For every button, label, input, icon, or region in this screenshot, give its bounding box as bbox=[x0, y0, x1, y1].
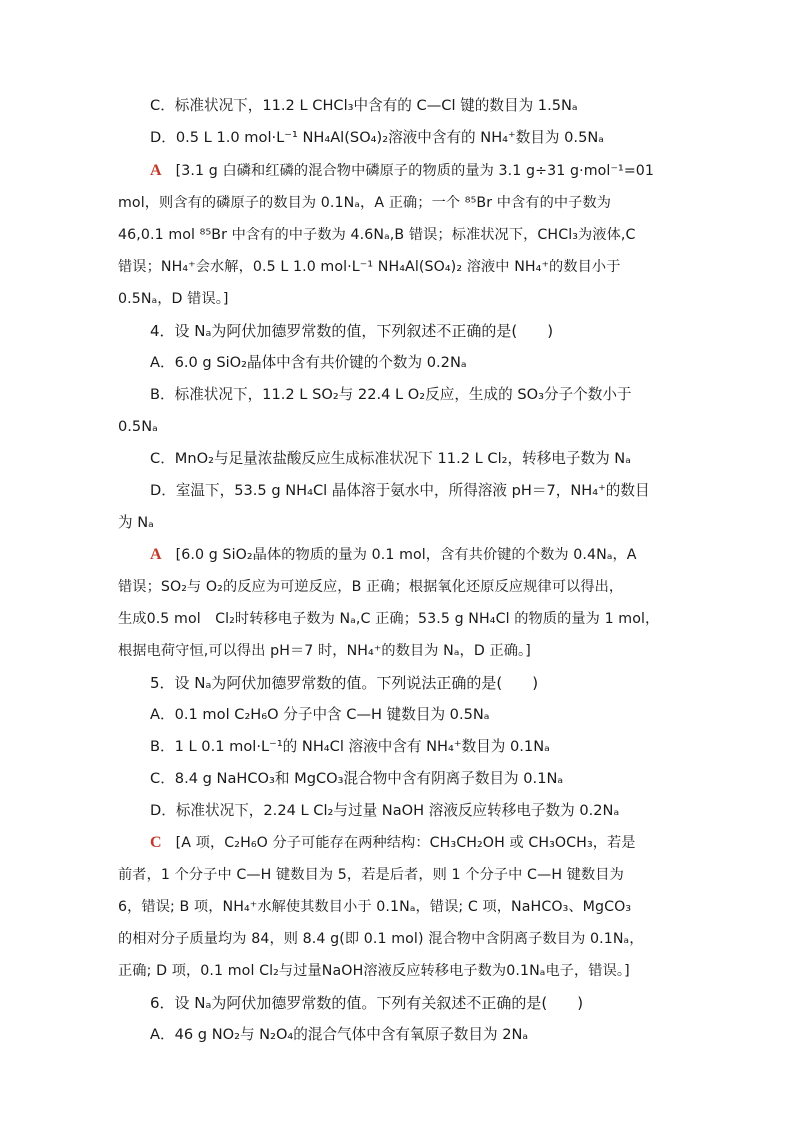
text-line bbox=[150, 321, 553, 341]
line-text: 0.5Nₐ，D 错误。] bbox=[118, 291, 229, 307]
line-text: mol，则含有的磷原子的数目为 0.1Nₐ，A 正确；一个 ⁸⁵Br 中含有的中子数为 bbox=[118, 195, 612, 211]
line-text: B．标准状况下，11.2 L SO₂与 22.4 L O₂反应，生成的 SO₃分子个数小于 bbox=[150, 386, 632, 403]
line-text: 6，错误; B 项，NH₄⁺水解使其数目小于 0.1Nₐ，错误; C 项，NaHCO₃、MgCO₃ bbox=[118, 899, 632, 915]
text-line bbox=[118, 289, 229, 309]
line-text: 46,0.1 mol ⁸⁵Br 中含有的中子数为 4.6Nₐ,B 错误；标准状况下，CHCl₃为液体,C bbox=[118, 227, 636, 243]
text-line bbox=[150, 801, 619, 821]
text-line bbox=[118, 513, 154, 533]
text-line bbox=[150, 96, 578, 116]
text-line bbox=[150, 737, 550, 757]
text-line bbox=[150, 705, 490, 725]
line-text: C．MnO₂与足量浓盐酸反应生成标准状况下 11.2 L Cl₂，转移电子数为 Nₐ bbox=[150, 450, 631, 467]
text-line bbox=[118, 929, 644, 949]
text-line bbox=[118, 417, 158, 437]
text-line bbox=[150, 993, 583, 1013]
text-line bbox=[150, 673, 538, 693]
text-line bbox=[118, 257, 620, 277]
text-line bbox=[118, 609, 659, 629]
line-text: 的相对分子质量均为 84，则 8.4 g(即 0.1 mol) 混合物中含阴离子数目为 0.1Nₐ， bbox=[118, 931, 644, 947]
line-text: D．0.5 L 1.0 mol·L⁻¹ NH₄Al(SO₄)₂溶液中含有的 NH₄⁺数目为 0.5Nₐ bbox=[150, 129, 604, 146]
text-line bbox=[150, 545, 637, 565]
line-text: 正确; D 项，0.1 mol Cl₂与过量NaOH溶液反应转移电子数为0.1Nₐ电子，错误。] bbox=[118, 963, 630, 979]
text-line bbox=[118, 193, 611, 213]
line-text: A．0.1 mol C₂H₆O 分子中含 C—H 键数目为 0.5Nₐ bbox=[150, 706, 490, 723]
line-text: B．1 L 0.1 mol·L⁻¹的 NH₄Cl 溶液中含有 NH₄⁺数目为 0.1Nₐ bbox=[150, 738, 550, 755]
answer-mark: C bbox=[150, 834, 162, 851]
text-line bbox=[118, 865, 624, 885]
line-text: 错误；SO₂与 O₂的反应为可逆反应，B 正确；根据氧化还原反应规律可以得出， bbox=[118, 579, 624, 595]
line-text: [6.0 g SiO₂晶体的物质的量为 0.1 mol，含有共价键的个数为 0.4Nₐ，A bbox=[175, 547, 637, 563]
text-line bbox=[118, 225, 636, 245]
answer-mark: A bbox=[150, 546, 162, 563]
answer-mark: A bbox=[150, 162, 162, 179]
line-text: D．室温下，53.5 g NH₄Cl 晶体溶于氨水中，所得溶液 pH＝7，NH₄⁺的数目 bbox=[150, 482, 650, 499]
line-text: 根据电荷守恒,可以得出 pH＝7 时，NH₄⁺的数目为 Nₐ，D 正确。] bbox=[118, 643, 531, 659]
line-text: 前者，1 个分子中 C—H 键数目为 5，若是后者，则 1 个分子中 C—H 键数目为 bbox=[118, 867, 624, 883]
text-line bbox=[150, 449, 631, 469]
text-line bbox=[150, 769, 563, 789]
line-text: 生成0.5 mol Cl₂时转移电子数为 Nₐ,C 正确；53.5 g NH₄Cl 的物质的量为 1 mol， bbox=[118, 611, 660, 627]
line-text: A．6.0 g SiO₂晶体中含有共价键的个数为 0.2Nₐ bbox=[150, 354, 467, 371]
text-line bbox=[150, 385, 632, 405]
line-text: C．标准状况下，11.2 L CHCl₃中含有的 C—Cl 键的数目为 1.5Nₐ bbox=[150, 97, 578, 114]
line-text: 为 Nₐ bbox=[118, 514, 154, 531]
line-text: [A 项，C₂H₆O 分子可能存在两种结构：CH₃CH₂OH 或 CH₃OCH₃，若是 bbox=[175, 835, 636, 851]
text-line bbox=[150, 353, 467, 373]
line-text: C．8.4 g NaHCO₃和 MgCO₃混合物中含有阴离子数目为 0.1Nₐ bbox=[150, 770, 564, 787]
text-line bbox=[118, 897, 631, 917]
text-line bbox=[150, 481, 650, 501]
text-line bbox=[150, 833, 636, 853]
line-text: [3.1 g 白磷和红磷的混合物中磷原子的物质的量为 3.1 g÷31 g·mol⁻¹=01 bbox=[175, 163, 655, 179]
line-text: 4．设 Nₐ为阿伏加德罗常数的值，下列叙述不正确的是( ) bbox=[150, 322, 554, 340]
line-text: 0.5Nₐ bbox=[118, 418, 158, 435]
line-text: A．46 g NO₂与 N₂O₄的混合气体中含有氧原子数目为 2Nₐ bbox=[150, 1026, 529, 1043]
text-line bbox=[118, 577, 623, 597]
line-text: D．标准状况下，2.24 L Cl₂与过量 NaOH 溶液反应转移电子数为 0.2Nₐ bbox=[150, 802, 620, 819]
text-line bbox=[118, 961, 630, 981]
text-line bbox=[150, 1025, 528, 1045]
text-line bbox=[150, 128, 604, 148]
line-text: 5．设 Nₐ为阿伏加德罗常数的值。下列说法正确的是( ) bbox=[150, 674, 539, 692]
line-text: 错误；NH₄⁺会水解，0.5 L 1.0 mol·L⁻¹ NH₄Al(SO₄)₂ 溶液中 NH₄⁺的数目小于 bbox=[118, 259, 621, 275]
text-line bbox=[150, 161, 654, 181]
line-text: 6．设 Nₐ为阿伏加德罗常数的值。下列有关叙述不正确的是( ) bbox=[150, 994, 584, 1012]
text-line bbox=[118, 641, 531, 661]
